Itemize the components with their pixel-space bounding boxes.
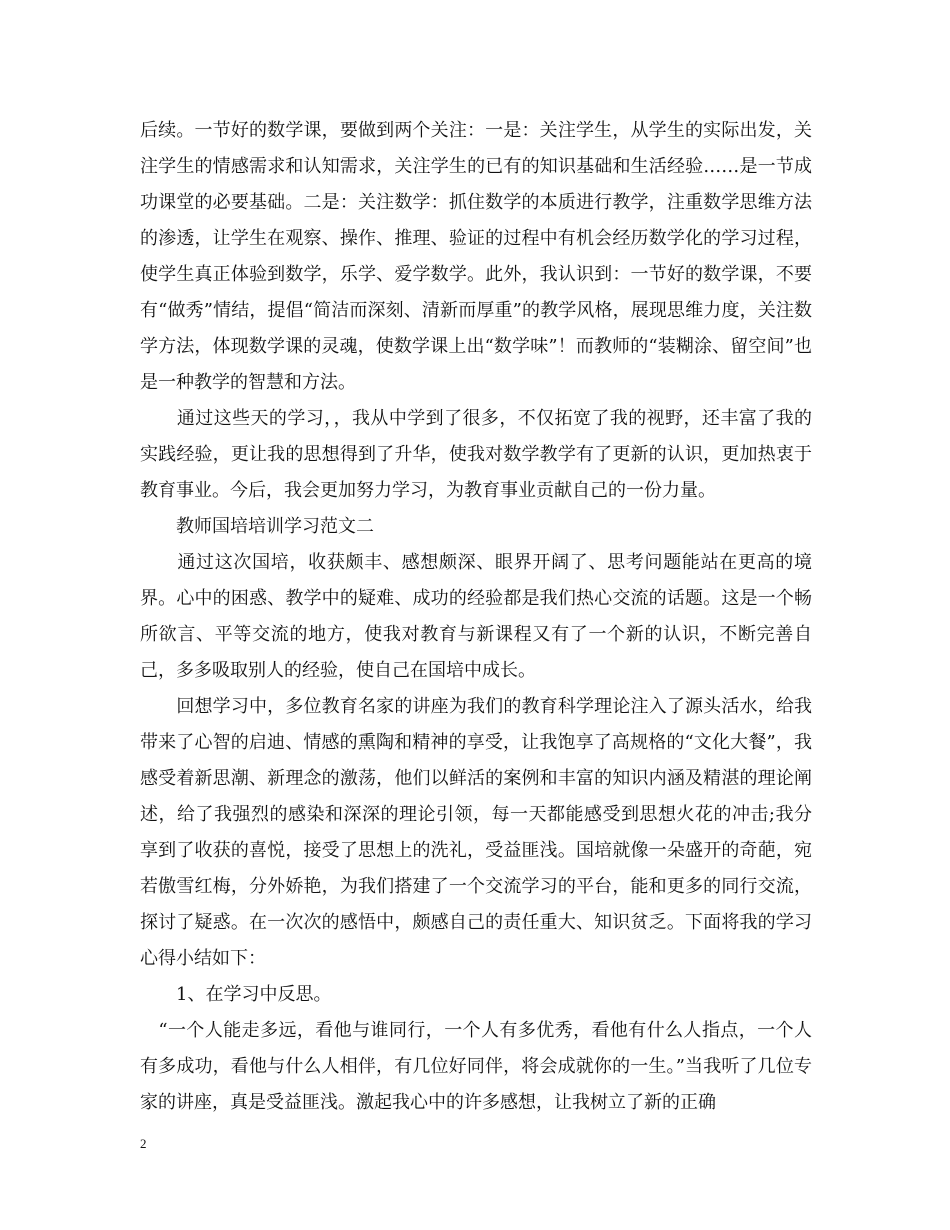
paragraph-1: 后续。一节好的数学课，要做到两个关注：一是：关注学生，从学生的实际出发，关注学生的情感需求和认知需求，关注学生的已有的知识基础和生活经验……是一节成功课堂的必要基础。二是：关注数学：抓住数学的本质进行教学，注重数学思维方法的渗透，让学生在观察、操作、推理、验证的过程中有机会经历数学化的学习过程，使学生真正体验到数学，乐学、爱学数学。此外，我认识到：一节好的数学课，不要有“做秀”情结，提倡“简洁而深刻、清新而厚重”的教学风格，展现思维力度，关注数学方法，体现数学课的灵魂，使数学课上出“数学味”！而教师的“装糊涂、留空间”也是一种教学的智慧和方法。	[140, 120, 812, 393]
section-heading: 教师国培培训学习范文二	[140, 516, 374, 537]
document-body	[140, 113, 812, 1121]
paragraph-5: “一个人能走多远，看他与谁同行，一个人有多优秀，看他有什么人指点，一个人有多成功，看他与什么人相伴，有几位好同伴，将会成就你的一生。”当我听了几位专家的讲座，真是受益匪浅。激起我心中的许多感想，让我树立了新的正确	[140, 1020, 812, 1113]
page-number: 2	[140, 1136, 147, 1151]
list-item-heading: 1、在学习中反思。	[140, 984, 332, 1005]
paragraph-4: 回想学习中，多位教育名家的讲座为我们的教育科学理论注入了源头活水，给我带来了心智的启迪、情感的熏陶和精神的享受，让我饱享了高规格的“文化大餐”，我感受着新思潮、新理念的激荡，他们以鲜活的案例和丰富的知识内涵及精湛的理论阐述，给了我强烈的感染和深深的理论引领，每一天都能感受到思想火花的冲击;我分享到了收获的喜悦，接受了思想上的洗礼，受益匪浅。国培就像一朵盛开的奇葩，宛若傲雪红梅，分外娇艳，为我们搭建了一个交流学习的平台，能和更多的同行交流，探讨了疑惑。在一次次的感悟中，颇感自己的责任重大、知识贫乏。下面将我的学习心得小结如下：	[140, 696, 812, 969]
paragraph-2: 通过这些天的学习，，我从中学到了很多，不仅拓宽了我的视野，还丰富了我的实践经验，更让我的思想得到了升华，使我对数学教学有了更新的认识，更加热衷于教育事业。今后，我会更加努力学习，为教育事业贡献自己的一份力量。	[140, 408, 812, 501]
paragraph-3: 通过这次国培，收获颇丰、感想颇深、眼界开阔了、思考问题能站在更高的境界。心中的困惑、教学中的疑难、成功的经验都是我们热心交流的话题。这是一个畅所欲言、平等交流的地方，使我对教育与新课程又有了一个新的认识，不断完善自己，多多吸取别人的经验，使自己在国培中成长。	[140, 552, 812, 681]
